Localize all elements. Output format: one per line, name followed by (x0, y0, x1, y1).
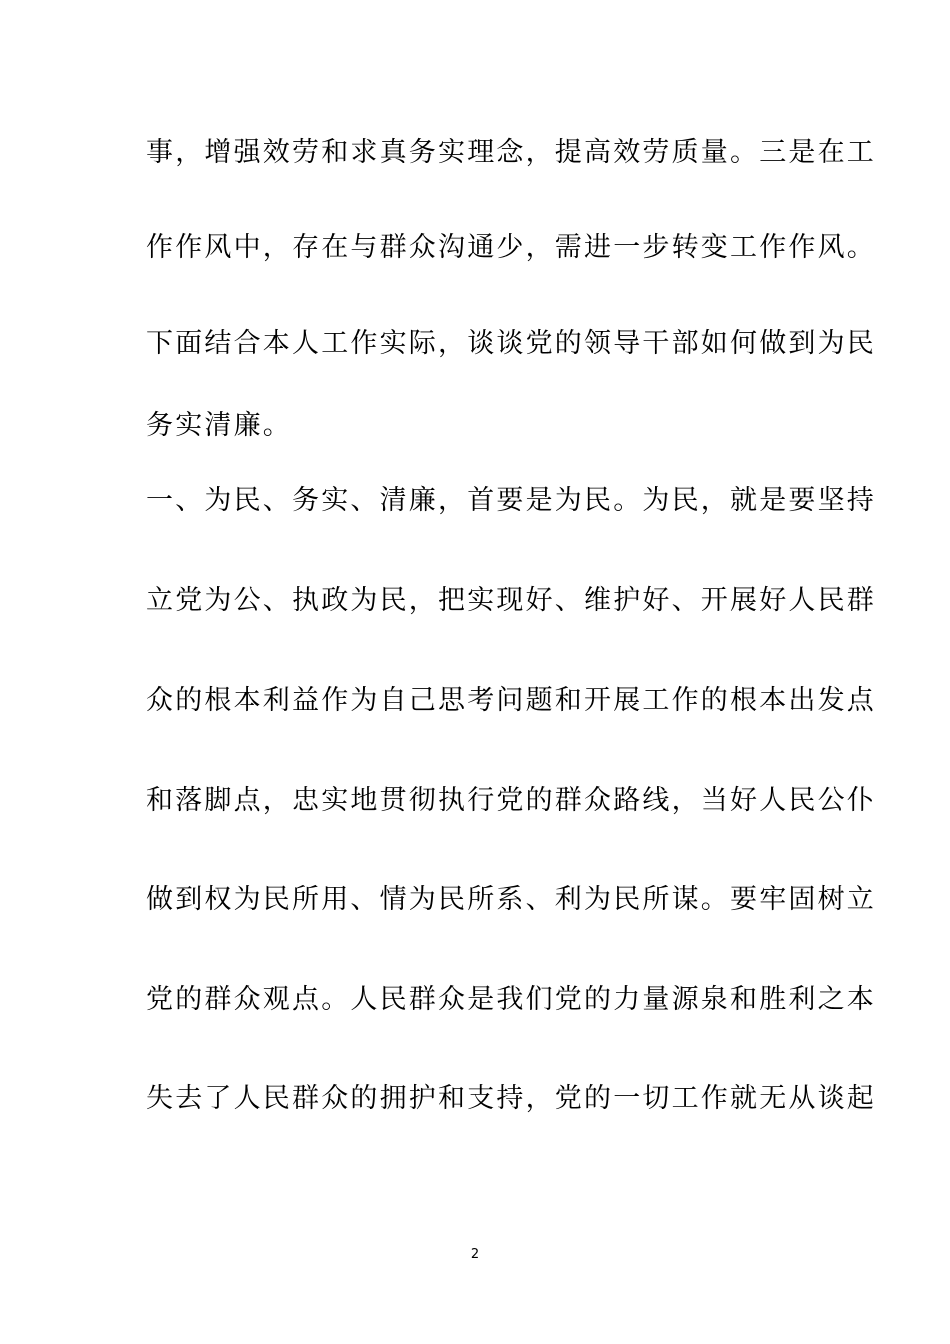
page-number: 2 (470, 1247, 480, 1262)
body-text-line: 做到权为民所用、情为民所系、利为民所谋。要牢固树立 (146, 884, 876, 915)
body-text-line: 失去了人民群众的拥护和支持，党的一切工作就无从谈起 (146, 1083, 876, 1114)
body-text-line: 和落脚点，忠实地贯彻执行党的群众路线，当好人民公仆 (146, 785, 876, 816)
body-text-line: 下面结合本人工作实际，谈谈党的领导干部如何做到为民 (146, 328, 876, 359)
body-text-line: 事，增强效劳和求真务实理念，提高效劳质量。三是在工 (146, 137, 876, 168)
body-text-line: 党的群众观点。人民群众是我们党的力量源泉和胜利之本 (146, 984, 876, 1015)
body-text-line: 立党为公、执政为民，把实现好、维护好、开展好人民群 (146, 585, 876, 616)
body-text-line: 一、为民、务实、清廉，首要是为民。为民，就是要坚持 (146, 485, 876, 516)
body-text-line: 作作风中，存在与群众沟通少，需进一步转变工作作风。 (146, 232, 876, 263)
body-text-line: 务实清廉。 (146, 410, 292, 441)
body-text-line: 众的根本利益作为自己思考问题和开展工作的根本出发点 (146, 685, 876, 716)
